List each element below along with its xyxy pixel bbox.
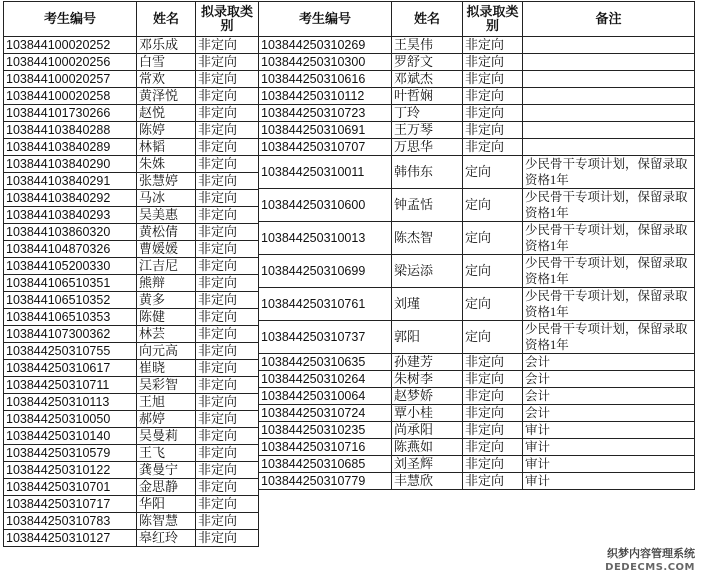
cell-name: 韩伟东 (392, 156, 463, 189)
cell-admission-type: 非定向 (196, 326, 259, 343)
cell-candidate-id: 103844103840289 (4, 139, 137, 156)
cell-admission-type: 非定向 (196, 445, 259, 462)
cell-name: 覃小桂 (392, 405, 463, 422)
cell-candidate-id: 103844250310011 (259, 156, 392, 189)
cell-name: 林芸 (137, 326, 196, 343)
table-row (259, 105, 695, 122)
cell-remarks (523, 122, 695, 139)
cell-admission-type: 非定向 (196, 139, 259, 156)
cell-name: 吴彩智 (137, 377, 196, 394)
table-row (4, 479, 259, 496)
table-row (4, 462, 259, 479)
cell-name: 叶哲娴 (392, 88, 463, 105)
cell-admission-type: 非定向 (463, 37, 523, 54)
cell-admission-type: 非定向 (196, 173, 259, 190)
cell-candidate-id: 103844250310300 (259, 54, 392, 71)
cell-candidate-id: 103844100020258 (4, 88, 137, 105)
cell-admission-type: 非定向 (463, 122, 523, 139)
cell-name: 朱姝 (137, 156, 196, 173)
cell-candidate-id: 103844100020257 (4, 71, 137, 88)
cell-name: 孙建芳 (392, 354, 463, 371)
cell-admission-type: 非定向 (196, 122, 259, 139)
cell-candidate-id: 103844250310122 (4, 462, 137, 479)
cell-name: 常欢 (137, 71, 196, 88)
cell-name: 梁运添 (392, 255, 463, 288)
table-row (4, 428, 259, 445)
cell-candidate-id: 103844250310701 (4, 479, 137, 496)
table-row (259, 439, 695, 456)
table-row (259, 189, 695, 222)
cell-name: 刘圣辉 (392, 456, 463, 473)
cell-candidate-id: 103844103860320 (4, 224, 137, 241)
cell-remarks: 少民骨干专项计划，保留录取资格1年 (523, 189, 695, 222)
table-row (259, 388, 695, 405)
cell-admission-type: 非定向 (196, 207, 259, 224)
cell-name: 邓斌杰 (392, 71, 463, 88)
table-row (4, 190, 259, 207)
table-row (259, 288, 695, 321)
table-row (4, 496, 259, 513)
cell-name: 郭阳 (392, 321, 463, 354)
cell-remarks (523, 37, 695, 54)
table-row (4, 394, 259, 411)
cell-remarks (523, 71, 695, 88)
cell-admission-type: 非定向 (463, 405, 523, 422)
cell-candidate-id: 103844250310113 (4, 394, 137, 411)
cell-candidate-id: 103844250310264 (259, 371, 392, 388)
header-admission-type: 拟录取类别 (196, 2, 259, 37)
cell-remarks: 会计 (523, 405, 695, 422)
cell-admission-type: 定向 (463, 189, 523, 222)
cell-name: 赵梦娇 (392, 388, 463, 405)
cell-admission-type: 非定向 (196, 428, 259, 445)
cell-remarks (523, 139, 695, 156)
cell-admission-type: 非定向 (196, 190, 259, 207)
table-row (4, 292, 259, 309)
cell-admission-type: 定向 (463, 222, 523, 255)
cell-admission-type: 非定向 (196, 224, 259, 241)
header-candidate-id: 考生编号 (259, 2, 392, 37)
cell-admission-type: 定向 (463, 321, 523, 354)
cell-candidate-id: 103844250310269 (259, 37, 392, 54)
cell-name: 黄松倩 (137, 224, 196, 241)
cell-candidate-id: 103844101730266 (4, 105, 137, 122)
cell-admission-type: 非定向 (463, 354, 523, 371)
table-row (4, 258, 259, 275)
cell-admission-type: 非定向 (196, 258, 259, 275)
cell-candidate-id: 103844250310600 (259, 189, 392, 222)
table-row (259, 156, 695, 189)
table-row (259, 71, 695, 88)
cell-name: 金思静 (137, 479, 196, 496)
cell-candidate-id: 103844100020256 (4, 54, 137, 71)
cell-admission-type: 非定向 (196, 360, 259, 377)
cell-name: 皋红玲 (137, 530, 196, 547)
table-row (259, 456, 695, 473)
header-remarks: 备注 (523, 2, 695, 37)
table-row (4, 309, 259, 326)
table-row (4, 88, 259, 105)
table-row (4, 173, 259, 190)
table-row (4, 513, 259, 530)
cell-name: 陈燕如 (392, 439, 463, 456)
table-row (259, 405, 695, 422)
watermark-domain: DEDECMS.COM (605, 562, 695, 573)
cell-candidate-id: 103844100020252 (4, 37, 137, 54)
table-row (4, 530, 259, 547)
cell-candidate-id: 103844250310617 (4, 360, 137, 377)
cell-admission-type: 定向 (463, 288, 523, 321)
cell-name: 黄泽悦 (137, 88, 196, 105)
cell-name: 丁玲 (392, 105, 463, 122)
cell-name: 吴曼莉 (137, 428, 196, 445)
cell-admission-type: 非定向 (463, 71, 523, 88)
cell-admission-type: 非定向 (196, 394, 259, 411)
table-row (4, 54, 259, 71)
cell-name: 陈婷 (137, 122, 196, 139)
cell-remarks: 审计 (523, 473, 695, 490)
table-row (4, 275, 259, 292)
cell-remarks (523, 105, 695, 122)
cell-candidate-id: 103844250310235 (259, 422, 392, 439)
table-row (259, 54, 695, 71)
table-row (4, 241, 259, 258)
cell-candidate-id: 103844106510352 (4, 292, 137, 309)
cell-admission-type: 定向 (463, 156, 523, 189)
cell-candidate-id: 103844106510351 (4, 275, 137, 292)
cell-admission-type: 非定向 (196, 309, 259, 326)
header-admission-type: 拟录取类别 (463, 2, 523, 37)
cell-admission-type: 非定向 (196, 71, 259, 88)
cell-candidate-id: 103844250310616 (259, 71, 392, 88)
table-row (4, 71, 259, 88)
cell-remarks: 会计 (523, 371, 695, 388)
cell-admission-type: 非定向 (196, 496, 259, 513)
cell-name: 刘瑾 (392, 288, 463, 321)
cell-candidate-id: 103844250310716 (259, 439, 392, 456)
cell-admission-type: 非定向 (463, 88, 523, 105)
header-name: 姓名 (137, 2, 196, 37)
cell-name: 龚曼宁 (137, 462, 196, 479)
cell-candidate-id: 103844103840290 (4, 156, 137, 173)
cell-admission-type: 非定向 (196, 462, 259, 479)
cell-candidate-id: 103844250310579 (4, 445, 137, 462)
cell-remarks: 会计 (523, 388, 695, 405)
cell-admission-type: 非定向 (196, 377, 259, 394)
cell-name: 向元高 (137, 343, 196, 360)
table-row (259, 321, 695, 354)
cell-name: 黄多 (137, 292, 196, 309)
cell-name: 曹媛媛 (137, 241, 196, 258)
cell-candidate-id: 103844250310724 (259, 405, 392, 422)
cell-admission-type: 非定向 (196, 513, 259, 530)
cell-name: 林韬 (137, 139, 196, 156)
table-row (4, 105, 259, 122)
cell-remarks (523, 54, 695, 71)
cell-admission-type: 非定向 (463, 139, 523, 156)
cell-admission-type: 定向 (463, 255, 523, 288)
cell-name: 华阳 (137, 496, 196, 513)
cell-name: 白雪 (137, 54, 196, 71)
cell-remarks: 少民骨干专项计划，保留录取资格1年 (523, 255, 695, 288)
cell-candidate-id: 103844250310140 (4, 428, 137, 445)
cell-name: 王万琴 (392, 122, 463, 139)
table-row (4, 207, 259, 224)
table-row (4, 122, 259, 139)
cell-candidate-id: 103844250310013 (259, 222, 392, 255)
cell-admission-type: 非定向 (196, 275, 259, 292)
table-row (259, 37, 695, 54)
cell-admission-type: 非定向 (196, 241, 259, 258)
cell-name: 王昊伟 (392, 37, 463, 54)
cell-admission-type: 非定向 (196, 54, 259, 71)
cell-admission-type: 非定向 (463, 422, 523, 439)
cell-admission-type: 非定向 (196, 37, 259, 54)
table-row (4, 326, 259, 343)
table-row (4, 360, 259, 377)
table-row (259, 139, 695, 156)
cell-candidate-id: 103844250310112 (259, 88, 392, 105)
table-row (259, 222, 695, 255)
cell-name: 王飞 (137, 445, 196, 462)
cell-name: 朱树李 (392, 371, 463, 388)
cell-name: 江吉尼 (137, 258, 196, 275)
cell-candidate-id: 103844250310779 (259, 473, 392, 490)
cell-candidate-id: 103844250310685 (259, 456, 392, 473)
table-row (259, 371, 695, 388)
cell-remarks (523, 88, 695, 105)
cell-name: 尚承阳 (392, 422, 463, 439)
cell-candidate-id: 103844250310737 (259, 321, 392, 354)
cell-candidate-id: 103844103840288 (4, 122, 137, 139)
table-row (259, 422, 695, 439)
cell-admission-type: 非定向 (463, 388, 523, 405)
cell-name: 熊辩 (137, 275, 196, 292)
admission-table-right (258, 1, 695, 490)
cell-admission-type: 非定向 (196, 105, 259, 122)
cell-candidate-id: 103844250310723 (259, 105, 392, 122)
cell-candidate-id: 103844250310691 (259, 122, 392, 139)
cell-admission-type: 非定向 (196, 411, 259, 428)
watermark-title: 织梦内容管理系统 (607, 547, 695, 560)
cell-admission-type: 非定向 (463, 456, 523, 473)
cell-candidate-id: 103844103840293 (4, 207, 137, 224)
table-row (259, 88, 695, 105)
cell-admission-type: 非定向 (463, 371, 523, 388)
cell-candidate-id: 103844250310064 (259, 388, 392, 405)
header-name: 姓名 (392, 2, 463, 37)
cell-candidate-id: 103844250310707 (259, 139, 392, 156)
cell-name: 陈健 (137, 309, 196, 326)
cell-admission-type: 非定向 (196, 530, 259, 547)
table-row (4, 224, 259, 241)
cell-candidate-id: 103844105200330 (4, 258, 137, 275)
cell-admission-type: 非定向 (463, 473, 523, 490)
cell-candidate-id: 103844250310717 (4, 496, 137, 513)
cell-remarks: 审计 (523, 439, 695, 456)
cell-admission-type: 非定向 (196, 88, 259, 105)
cell-name: 赵悦 (137, 105, 196, 122)
cell-candidate-id: 103844103840291 (4, 173, 137, 190)
table-row (259, 255, 695, 288)
cell-remarks: 少民骨干专项计划，保留录取资格1年 (523, 222, 695, 255)
cell-candidate-id: 103844103840292 (4, 190, 137, 207)
cell-name: 郝婷 (137, 411, 196, 428)
table-row (259, 473, 695, 490)
cell-admission-type: 非定向 (196, 156, 259, 173)
cell-name: 王旭 (137, 394, 196, 411)
cell-candidate-id: 103844107300362 (4, 326, 137, 343)
cell-name: 吴美惠 (137, 207, 196, 224)
cell-candidate-id: 103844250310711 (4, 377, 137, 394)
cell-name: 邓乐成 (137, 37, 196, 54)
table-row (4, 156, 259, 173)
cell-remarks: 审计 (523, 422, 695, 439)
table-row (4, 411, 259, 428)
table-row (4, 139, 259, 156)
cell-name: 张慧婷 (137, 173, 196, 190)
table-row (4, 37, 259, 54)
cell-remarks: 少民骨干专项计划，保留录取资格1年 (523, 321, 695, 354)
cell-remarks: 审计 (523, 456, 695, 473)
cell-candidate-id: 103844250310635 (259, 354, 392, 371)
table-header-row (259, 2, 695, 37)
cell-candidate-id: 103844104870326 (4, 241, 137, 258)
table-row (4, 377, 259, 394)
cell-admission-type: 非定向 (463, 105, 523, 122)
cell-admission-type: 非定向 (196, 343, 259, 360)
table-row (4, 445, 259, 462)
cell-admission-type: 非定向 (463, 439, 523, 456)
admission-table-left (3, 1, 259, 547)
cell-name: 钟孟恬 (392, 189, 463, 222)
header-candidate-id: 考生编号 (4, 2, 137, 37)
table-row (4, 343, 259, 360)
cell-candidate-id: 103844106510353 (4, 309, 137, 326)
cell-candidate-id: 103844250310699 (259, 255, 392, 288)
table-row (259, 122, 695, 139)
table-row (259, 354, 695, 371)
cell-name: 罗舒文 (392, 54, 463, 71)
cell-name: 万思华 (392, 139, 463, 156)
table-header-row (4, 2, 259, 37)
cell-remarks: 少民骨干专项计划，保留录取资格1年 (523, 156, 695, 189)
cell-admission-type: 非定向 (196, 292, 259, 309)
cell-name: 马冰 (137, 190, 196, 207)
cell-candidate-id: 103844250310127 (4, 530, 137, 547)
cell-candidate-id: 103844250310755 (4, 343, 137, 360)
cell-remarks: 会计 (523, 354, 695, 371)
cell-name: 陈杰智 (392, 222, 463, 255)
cell-name: 崔晓 (137, 360, 196, 377)
cell-name: 陈智慧 (137, 513, 196, 530)
cell-candidate-id: 103844250310050 (4, 411, 137, 428)
cell-remarks: 少民骨干专项计划，保留录取资格1年 (523, 288, 695, 321)
cell-candidate-id: 103844250310783 (4, 513, 137, 530)
cell-candidate-id: 103844250310761 (259, 288, 392, 321)
cell-admission-type: 非定向 (463, 54, 523, 71)
cell-name: 丰慧欣 (392, 473, 463, 490)
cell-admission-type: 非定向 (196, 479, 259, 496)
